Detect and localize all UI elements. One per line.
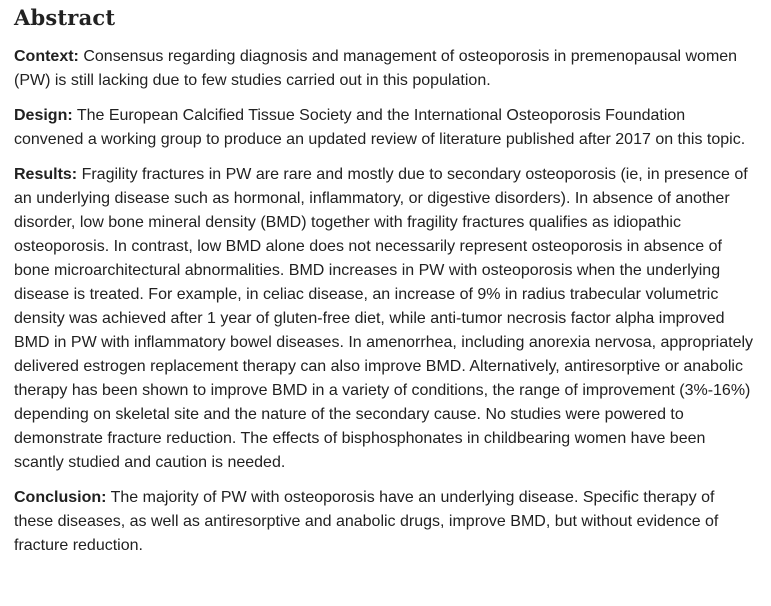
paragraph-context-label: Context: [14, 48, 79, 65]
paragraph-design [14, 104, 755, 152]
paragraph-conclusion-text: The majority of PW with osteoporosis have an underlying disease. Specific therapy of these diseases, as well as antiresorptive and anabolic drugs, improve BMD, but without evidence of fracture reduction. [14, 489, 719, 554]
paragraph-context [14, 45, 755, 93]
abstract-heading: Abstract [14, 5, 116, 30]
paragraph-design-label: Design: [14, 107, 73, 124]
paragraph-results [14, 163, 755, 475]
paragraph-design-text: The European Calcified Tissue Society and the International Osteoporosis Foundation convened a working group to produce an updated review of literature published after 2017 on this topic. [14, 107, 746, 148]
paragraph-context-text: Consensus regarding diagnosis and management of osteoporosis in premenopausal women (PW) is still lacking due to few studies carried out in this population. [14, 48, 738, 89]
paragraph-conclusion-label: Conclusion: [14, 489, 107, 506]
paragraph-results-label: Results: [14, 166, 78, 183]
paragraph-results-text: Fragility fractures in PW are rare and mostly due to secondary osteoporosis (ie, in presence of an underlying disease such as hormonal, inflammatory, or digestive disorders). In absence of another disorder, low bone mineral density (BMD) together with fragility fractures qualifies as idiopathic osteoporosis. In contrast, low BMD alone does not necessarily represent osteoporosis in absence of bone microarchitectural abnormalities. BMD increases in PW with osteoporosis when the underlying disease is treated. For example, in celiac disease, an increase of 9% in radius trabecular volumetric density was achieved after 1 year of gluten-free diet, while anti-tumor necrosis factor alpha improved BMD in PW with inflammatory bowel diseases. In amenorrhea, including anorexia nervosa, appropriately delivered estrogen replacement therapy can also improve BMD. Alternatively, antiresorptive or anabolic therapy has been shown to improve BMD in a variety of conditions, the range of improvement (3%-16%) depending on skeletal site and the nature of the secondary cause. No studies were powered to demonstrate fracture reduction. The effects of bisphosphonates in childbearing women have been scantly studied and caution is needed. [14, 166, 754, 471]
paragraph-conclusion [14, 486, 755, 558]
